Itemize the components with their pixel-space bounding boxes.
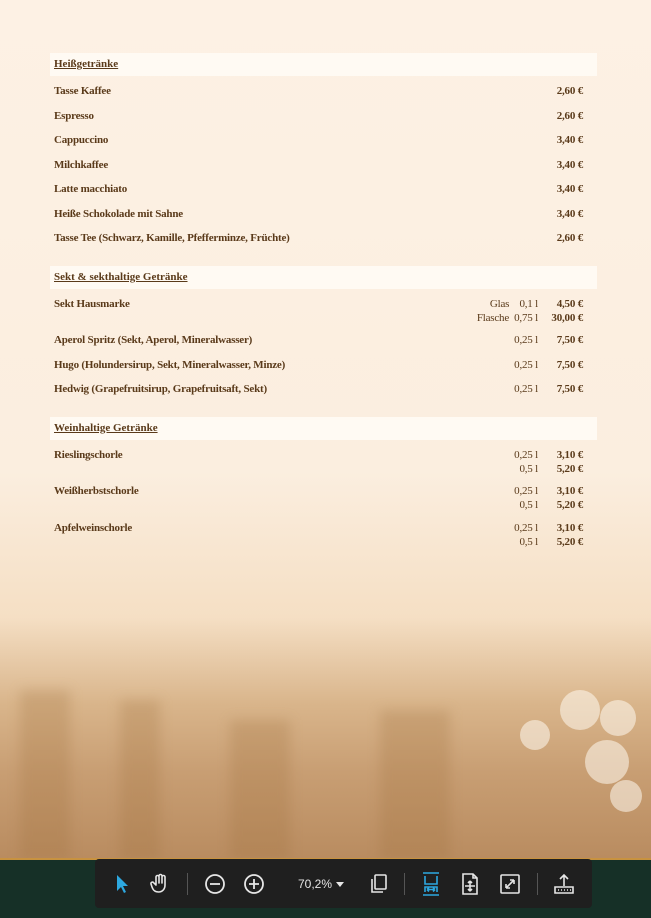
menu-item-sizes: [514, 382, 538, 396]
menu-item-name: Apfelweinschorle: [54, 521, 133, 534]
menu-item: [50, 231, 597, 256]
section-title: [50, 417, 597, 440]
select-arrow-icon[interactable]: [109, 871, 135, 897]
menu-item-price: 7,50 €: [556, 383, 583, 395]
drinks-menu: [50, 53, 597, 557]
background-decor: [610, 780, 642, 812]
menu-item-prices: [557, 207, 583, 221]
menu-item-price: 3,40 €: [556, 158, 583, 171]
fit-page-icon[interactable]: [457, 871, 483, 897]
menu-item-prices: [557, 333, 583, 347]
zoom-dropdown-icon[interactable]: [333, 873, 347, 895]
zoom-in-icon[interactable]: [241, 871, 267, 897]
menu-item-price: 3,10 €: [556, 521, 583, 534]
menu-item-name: Hedwig (Grapefruitsirup, Grapefruitsaft, Sekt): [54, 383, 267, 395]
menu-item-sizes: [514, 333, 538, 347]
menu-item-price: 2,60 €: [556, 232, 583, 244]
menu-item: [50, 448, 597, 485]
menu-item-price: 2,60 €: [556, 85, 583, 97]
menu-item-price: 7,50 €: [556, 358, 583, 371]
menu-item-prices: [557, 448, 583, 476]
background-decor: [520, 720, 550, 750]
menu-item-price: 5,20 €: [556, 535, 583, 548]
fit-width-icon[interactable]: [418, 871, 444, 897]
menu-item: [50, 521, 597, 558]
menu-item-sizes: [514, 448, 538, 476]
menu-item-size: 0,25 l: [514, 358, 538, 371]
section-title-text: Heißgetränke: [54, 58, 119, 70]
menu-item-price: 3,40 €: [556, 207, 583, 220]
menu-item-size: Flasche 0,75 l: [476, 311, 538, 324]
viewer-toolbar: [95, 859, 592, 908]
menu-item-name: Espresso: [54, 109, 94, 122]
menu-item-size: 0,25 l: [514, 521, 538, 534]
menu-item-name: Tasse Tee (Schwarz, Kamille, Pfefferminze, Früchte): [54, 232, 290, 244]
menu-item: [50, 333, 597, 358]
section-title: [50, 53, 597, 76]
menu-item-sizes: [514, 484, 538, 512]
toolbar-separator: [404, 873, 405, 895]
menu-item-price: 3,10 €: [556, 448, 583, 461]
menu-item-size: 0,25 l: [514, 485, 538, 497]
fullscreen-icon[interactable]: [497, 871, 523, 897]
toolbar-separator: [187, 873, 188, 895]
menu-item-size: Glas 0,1 l: [489, 297, 538, 310]
menu-item-size: 0,25 l: [514, 448, 538, 461]
menu-item-name: Heiße Schokolade mit Sahne: [54, 207, 183, 220]
menu-item: [50, 109, 597, 134]
hand-pan-icon[interactable]: [147, 871, 173, 897]
menu-item: [50, 207, 597, 232]
menu-item-size: 0,5 l: [519, 535, 538, 548]
menu-item-prices: [557, 133, 583, 147]
menu-item-size: 0,25 l: [514, 383, 538, 395]
menu-item-name: Sekt Hausmarke: [54, 297, 130, 310]
background-decor: [600, 700, 636, 736]
menu-item-sizes: [514, 358, 538, 372]
menu-item-size: 0,25 l: [514, 334, 538, 346]
section-title-text: Weinhaltige Getränke: [54, 421, 158, 434]
menu-item-prices: [551, 297, 583, 325]
section-title: [50, 266, 597, 289]
menu-item-prices: [557, 382, 583, 396]
share-icon[interactable]: [551, 871, 577, 897]
menu-item-prices: [557, 231, 583, 245]
menu-item-prices: [557, 158, 583, 172]
menu-item: [50, 358, 597, 383]
menu-item-size: 0,5 l: [519, 462, 538, 475]
menu-item: [50, 382, 597, 407]
menu-item-sizes: [477, 297, 538, 325]
menu-item: [50, 158, 597, 183]
menu-item-sizes: [514, 521, 538, 549]
background-decor: [560, 690, 600, 730]
menu-item-prices: [557, 109, 583, 123]
menu-item-size: 0,5 l: [519, 499, 538, 511]
menu-item: [50, 182, 597, 207]
menu-item-prices: [557, 84, 583, 98]
zoom-level-field[interactable]: 70,2%: [297, 877, 333, 891]
background-decor: [120, 700, 160, 858]
menu-item-prices: [557, 358, 583, 372]
menu-item-price: 3,10 €: [556, 485, 583, 497]
menu-item-name: Hugo (Holundersirup, Sekt, Mineralwasser, Minze): [54, 358, 286, 371]
menu-item: [50, 297, 597, 334]
menu-item-name: Tasse Kaffee: [54, 85, 111, 97]
menu-item: [50, 484, 597, 521]
menu-item-name: Cappuccino: [54, 134, 109, 146]
menu-item-price: 5,20 €: [556, 462, 583, 475]
menu-item-price: 5,20 €: [556, 499, 583, 511]
menu-item: [50, 133, 597, 158]
background-decor: [585, 740, 629, 784]
section-title-text: Sekt & sekthaltige Getränke: [54, 270, 188, 283]
zoom-out-icon[interactable]: [202, 871, 228, 897]
background-decor: [20, 690, 70, 858]
menu-item: [50, 84, 597, 109]
menu-item-price: 2,60 €: [556, 109, 583, 122]
menu-item-prices: [557, 182, 583, 196]
toolbar-separator: [537, 873, 538, 895]
menu-item-name: Weißherbstschorle: [54, 485, 139, 497]
menu-item-prices: [557, 484, 583, 512]
page-view-icon[interactable]: [366, 871, 392, 897]
menu-item-price: 3,40 €: [556, 134, 583, 146]
menu-item-price: 3,40 €: [556, 183, 583, 195]
menu-item-name: Milchkaffee: [54, 158, 109, 171]
menu-item-prices: [557, 521, 583, 549]
menu-item-price: 30,00 €: [551, 311, 583, 324]
menu-item-price: 7,50 €: [556, 334, 583, 346]
background-decor: [230, 720, 290, 858]
menu-item-name: Aperol Spritz (Sekt, Aperol, Mineralwasser): [54, 334, 253, 346]
menu-item-name: Rieslingschorle: [54, 448, 123, 461]
background-decor: [380, 710, 450, 858]
menu-item-price: 4,50 €: [556, 297, 583, 310]
menu-item-name: Latte macchiato: [54, 183, 128, 195]
